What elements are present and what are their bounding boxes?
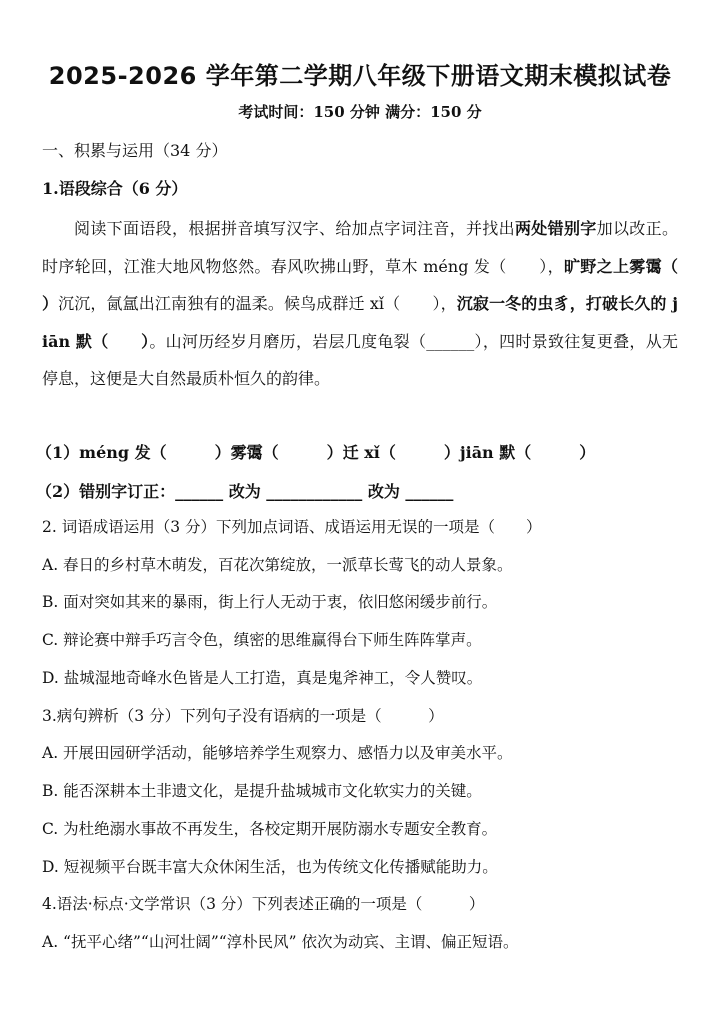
question-2-heading: 2. 词语成语运用（3 分）下列加点词语、成语运用无误的一项是（ ） [42,518,542,536]
question-4-option-a: A. “抚平心绪”“山河壮阔”“淳朴民风” 依次为动宾、主谓、偏正短语。 [42,933,519,951]
question-1-sub-2: （2）错别字订正：______ 改为 ____________ 改为 ______ [36,482,454,501]
question-3-option-b: B. 能否深耕本土非遗文化，是提升盐城城市文化软实力的关键。 [42,782,482,800]
question-2-option-b: B. 面对突如其来的暴雨，街上行人无动于衷，依旧悠闲缓步前行。 [42,593,498,611]
question-1-heading: 1.语段综合（6 分） [42,179,188,198]
question-2-option-c: C. 辩论赛中辩手巧言令色，缜密的思维赢得台下师生阵阵掌声。 [42,631,482,649]
question-1-sub-1: （1）méng 发（ ）雾霭（ ）迁 xǐ（ ）jiān 默（ ） [36,443,596,462]
exam-title: 2025-2026 学年第二学期八年级下册语文期末模拟试卷 [48,62,672,90]
question-3-option-d: D. 短视频平台既丰富大众休闲生活，也为传统文化传播赋能助力。 [42,858,498,876]
question-3-heading: 3.病句辨析（3 分）下列句子没有语病的一项是（ ） [42,707,444,725]
question-3-option-a: A. 开展田园研学活动，能够培养学生观察力、感悟力以及审美水平。 [42,744,513,762]
question-4-heading: 4.语法·标点·文学常识（3 分）下列表述正确的一项是（ ） [42,895,485,913]
question-3-option-c: C. 为杜绝溺水事故不再发生，各校定期开展防溺水专题安全教育。 [42,820,498,838]
section-heading: 一、积累与运用（34 分） [42,141,228,160]
exam-subtitle: 考试时间：150 分钟 满分：150 分 [238,103,482,121]
question-2-option-d: D. 盐城湿地奇峰水色皆是人工打造，真是鬼斧神工，令人赞叹。 [42,669,483,687]
question-1-paragraph: 阅读下面语段，根据拼音填写汉字、给加点字词注音，并找出两处错别字加以改正。时序轮回，江淮大地风物悠然。春风吹拂山野，草木 méng 发（ ），旷野之上雾霭（ ）沉沉，氤氲出江南独有的温柔。候鸟成群迁 xǐ（ ），沉寂一冬的虫豸，打破长久的 jiān 默（ ）。山河历经岁月磨历，岩层几度龟裂（______），四时景致往复更叠，从无停息，这便是大自然最质朴恒久的韵律。 [42,219,710,388]
question-2-option-a: A. 春日的乡村草木萌发，百花次第绽放，一派草长莺飞的动人景象。 [42,556,513,574]
